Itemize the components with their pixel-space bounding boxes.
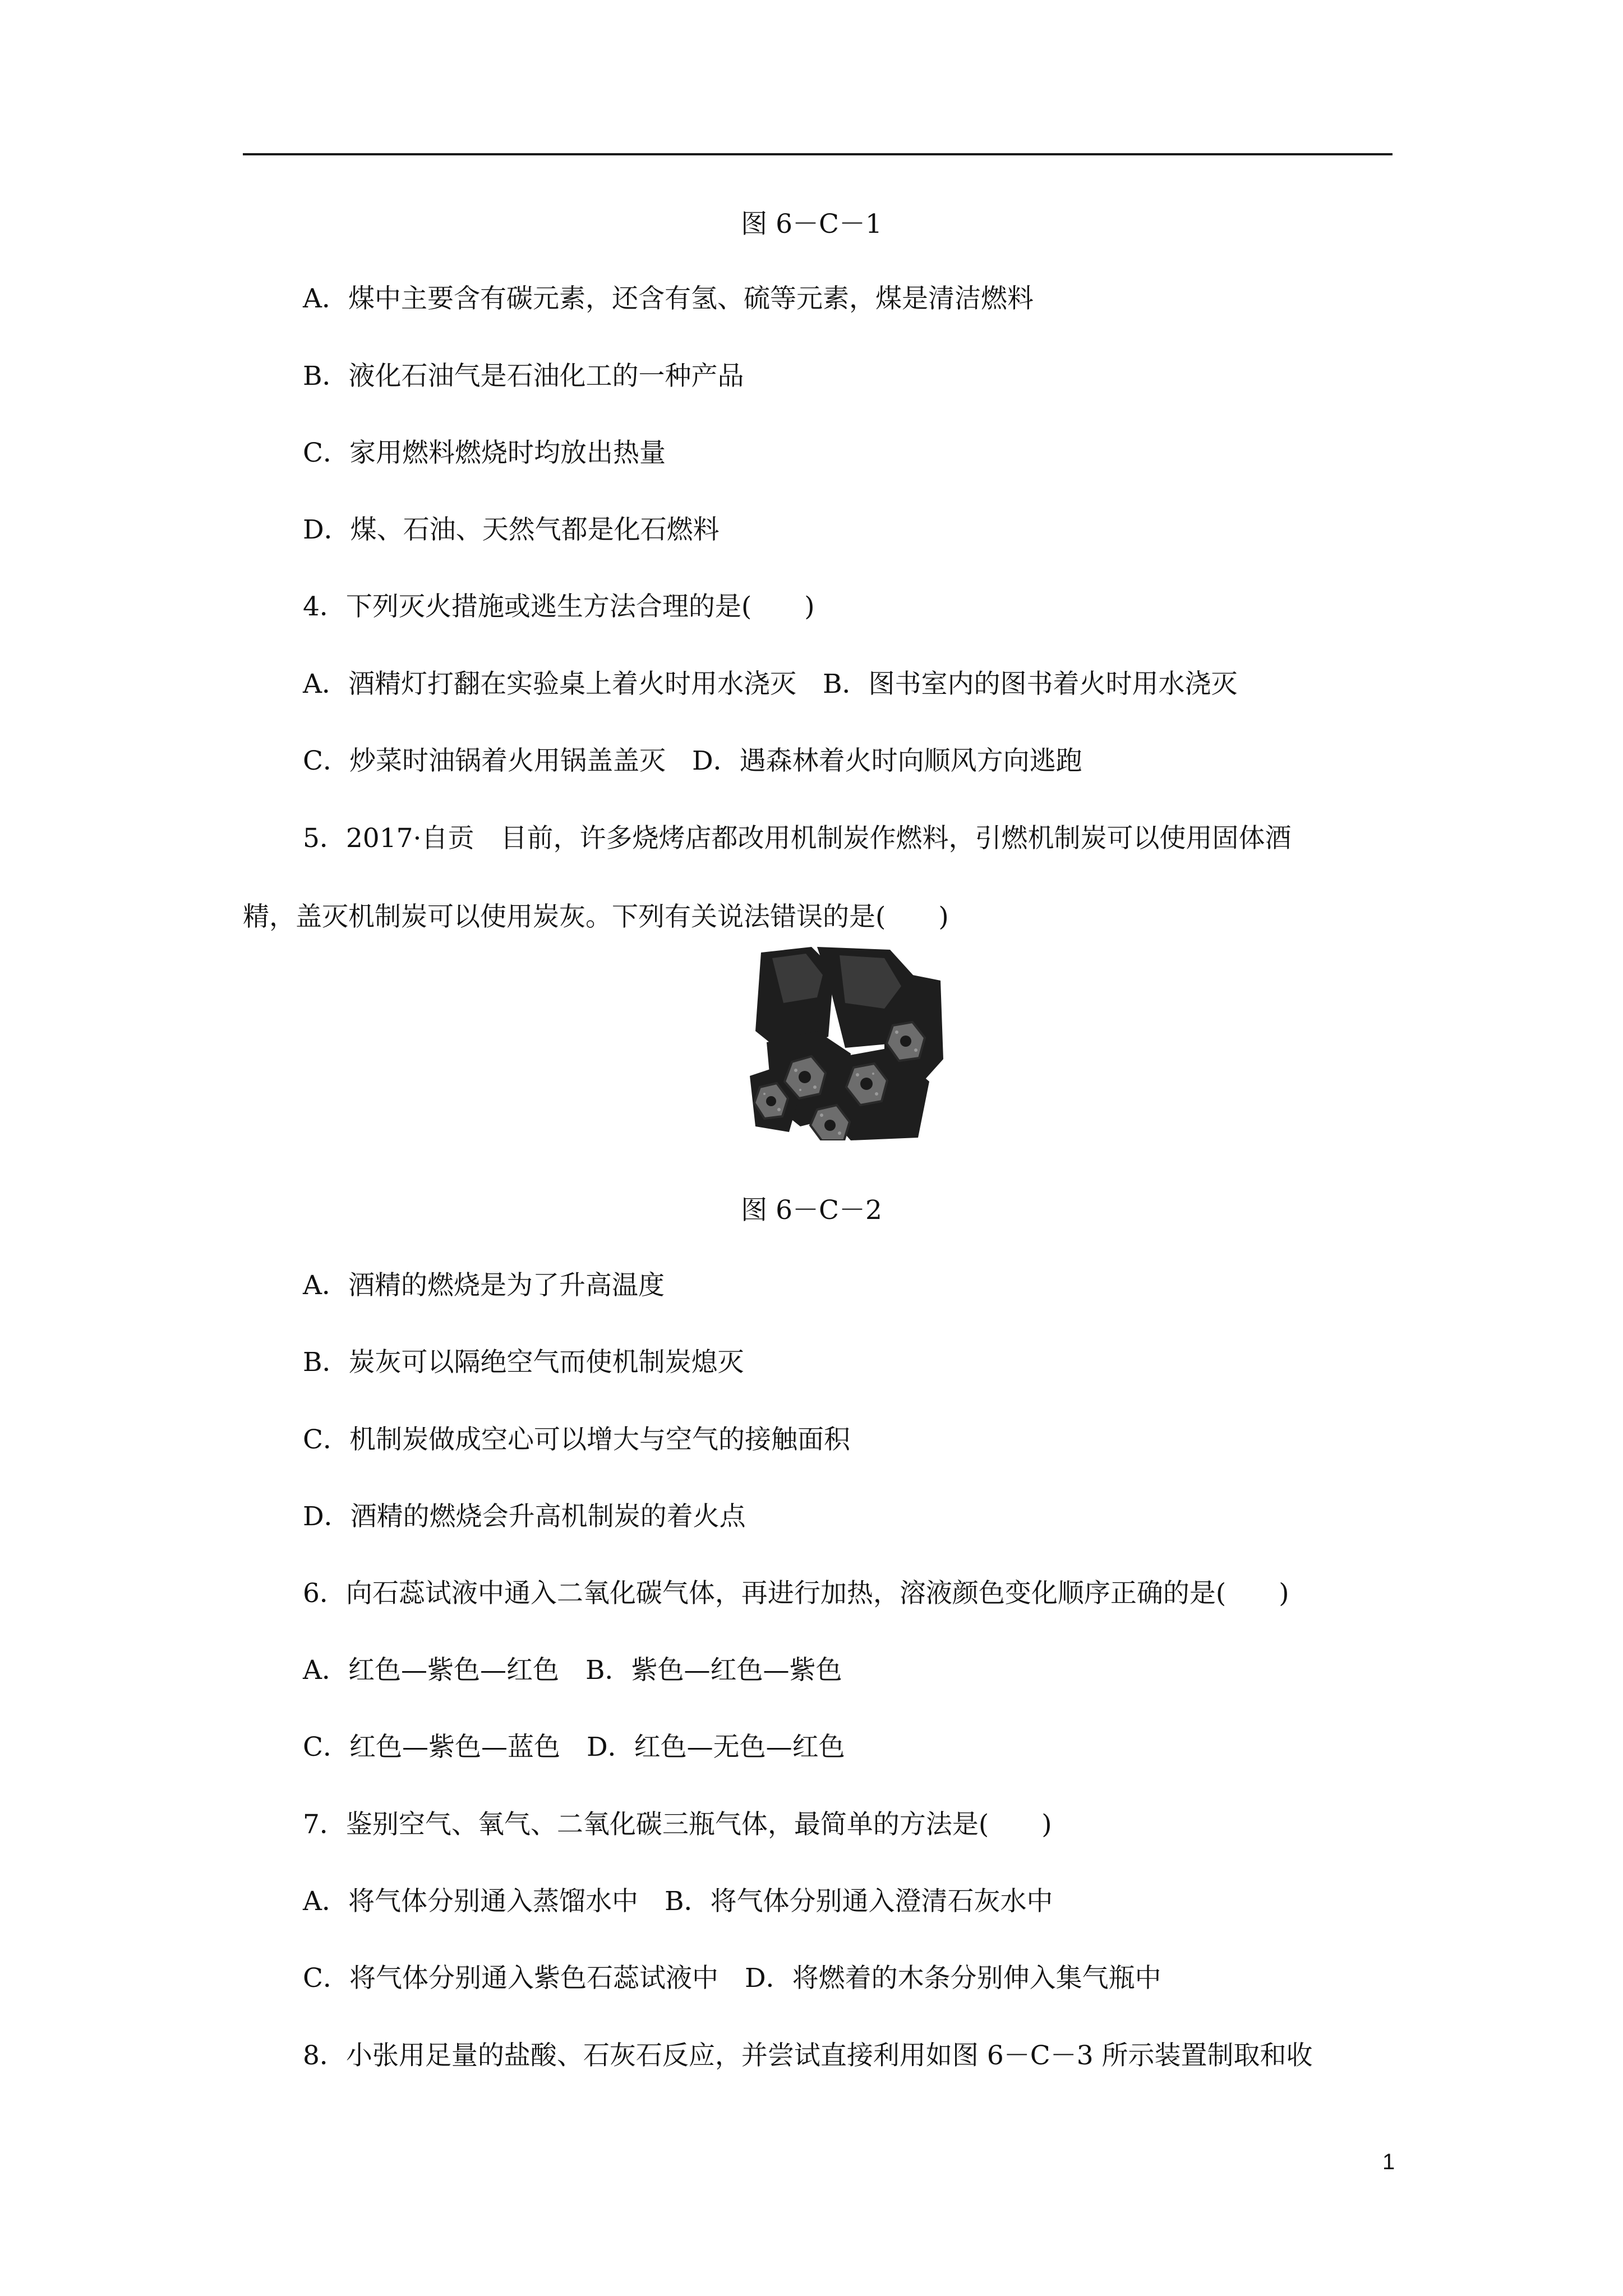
q6-stem: 6．向石蕊试液中通入二氧化碳气体，再进行加热，溶液颜色变化顺序正确的是( ): [303, 1578, 1289, 1609]
q3-option-d: D．煤、石油、天然气都是化石燃料: [303, 514, 720, 545]
q7-options-row2: C．将气体分别通入紫色石蕊试液中 D．将燃着的木条分别伸入集气瓶中: [303, 1963, 1161, 1994]
q3-option-a: A．煤中主要含有碳元素，还含有氢、硫等元素，煤是清洁燃料: [303, 283, 1034, 314]
q5-option-b: B．炭灰可以隔绝空气而使机制炭熄灭: [303, 1347, 744, 1378]
page-number: 1: [1382, 2150, 1395, 2174]
q6-options-row2: C．红色—紫色—蓝色 D．红色—无色—红色: [303, 1732, 845, 1763]
q7-options-row1: A．将气体分别通入蒸馏水中 B．将气体分别通入澄清石灰水中: [303, 1886, 1053, 1917]
figure-caption-1: 图 6－C－1: [741, 209, 882, 240]
header-rule: [243, 153, 1393, 155]
q4-options-row1: A．酒精灯打翻在实验桌上着火时用水浇灭 B．图书室内的图书着火时用水浇灭: [303, 669, 1238, 700]
q6-options-row1: A．红色—紫色—红色 B．紫色—红色—紫色: [303, 1655, 842, 1686]
charcoal-briquettes-image: [750, 947, 946, 1140]
q5-stem-line1: 5．2017·自贡 目前，许多烧烤店都改用机制炭作燃料，引燃机制炭可以使用固体酒: [303, 823, 1292, 854]
q4-options-row2: C．炒菜时油锅着火用锅盖盖灭 D．遇森林着火时向顺风方向逃跑: [303, 746, 1082, 776]
q5-option-c: C．机制炭做成空心可以增大与空气的接触面积: [303, 1424, 850, 1455]
q3-option-c: C．家用燃料燃烧时均放出热量: [303, 438, 666, 468]
q3-option-b: B．液化石油气是石油化工的一种产品: [303, 361, 744, 392]
q5-option-a: A．酒精的燃烧是为了升高温度: [303, 1270, 665, 1301]
figure-caption-2: 图 6－C－2: [741, 1195, 882, 1226]
q5-option-d: D．酒精的燃烧会升高机制炭的着火点: [303, 1501, 746, 1532]
q4-stem: 4．下列灭火措施或逃生方法合理的是( ): [303, 591, 815, 622]
q8-stem-line1: 8．小张用足量的盐酸、石灰石反应，并尝试直接利用如图 6－C－3 所示装置制取和收: [303, 2040, 1313, 2071]
q7-stem: 7．鉴别空气、氧气、二氧化碳三瓶气体，最简单的方法是( ): [303, 1809, 1052, 1840]
q5-stem-line2: 精，盖灭机制炭可以使用炭灰。下列有关说法错误的是( ): [243, 901, 949, 932]
